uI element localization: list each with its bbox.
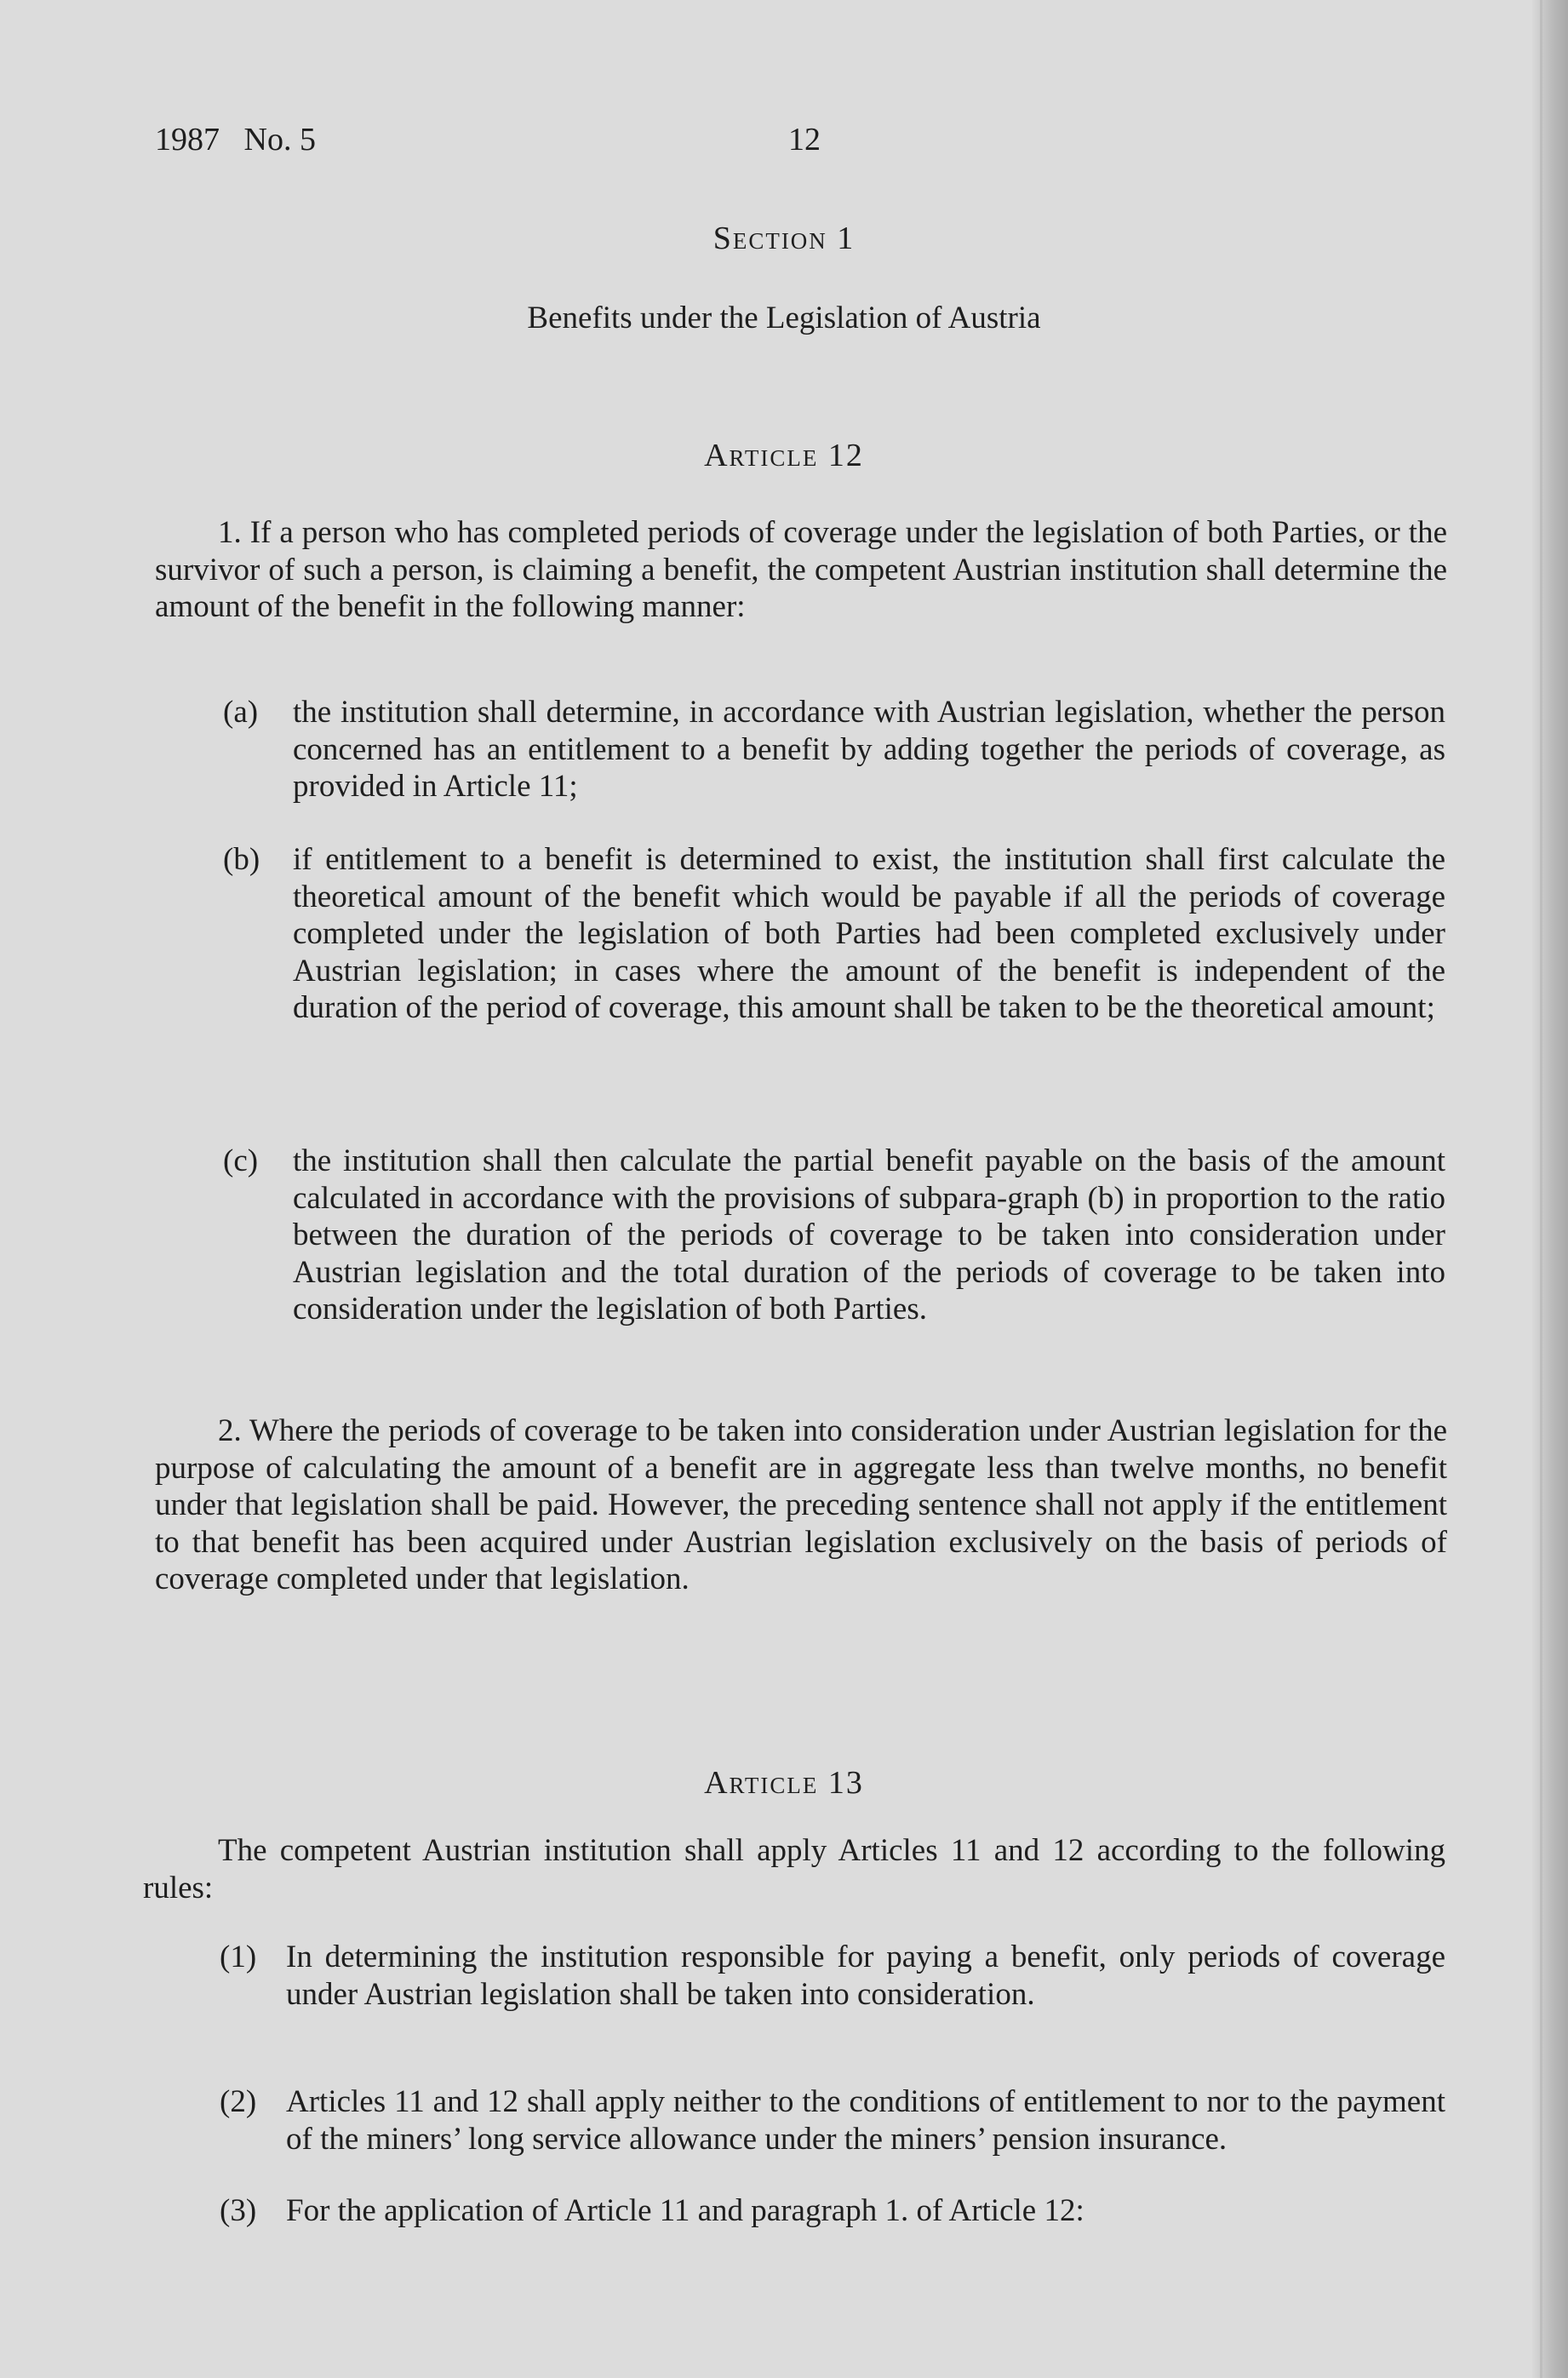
item-3-text: For the application of Article 11 and paragraph 1. of Article 12: (286, 2193, 1084, 2228)
item-2-label: (2) (220, 2084, 257, 2119)
item-a-text: the institution shall determine, in accordance with Austrian legislation, whether the person concerned has an entitlement to a benefit by adding together the periods of coverage, as provided in Article 11; (293, 695, 1445, 804)
page-edge-line (1540, 0, 1542, 2378)
article-12-paragraph-1: 1. If a person who has completed periods of coverage under the legislation of both Parties, or the survivor of such a person, is claiming a benefit, the competent Austrian institution shall determine the amount of the benefit in the following manner: (155, 515, 1447, 624)
item-3-label: (3) (220, 2193, 257, 2228)
section-subtitle: Benefits under the Legislation of Austria (527, 301, 1041, 335)
item-c-label: (c) (223, 1143, 259, 1178)
section-title: Section 1 (712, 221, 856, 256)
item-b-label: (b) (223, 842, 260, 877)
page-edge-shadow (1532, 0, 1568, 2378)
item-1-label: (1) (220, 1940, 257, 1974)
year-number: 1987 No. 5 (155, 122, 316, 158)
page-header (155, 121, 821, 158)
article-12-title: Article 12 (704, 438, 864, 473)
item-c-text: the institution shall then calculate the partial benefit payable on the basis of the amount calculated in accordance with the provisions of subpara-graph (b) in proportion to the ratio between the duration of the periods of coverage to be taken into consideration under Austrian legislation and the total duration of the periods of coverage to be taken into consideration under the legislation of both Parties. (293, 1143, 1445, 1327)
item-1-text: In determining the institution responsible for paying a benefit, only periods of coverage under Austrian legislation shall be taken into consideration. (286, 1940, 1445, 2012)
item-b-text: if entitlement to a benefit is determined to exist, the institution shall first calculate the theoretical amount of the benefit which would be payable if all the periods of coverage completed under the legislation of both Parties had been completed exclusively under Austrian legislation; in cases where the amount of the benefit is independent of the duration of the period of coverage, this amount shall be taken to be the theoretical amount; (293, 842, 1445, 1025)
article-13-title: Article 13 (704, 1765, 864, 1801)
item-2-text: Articles 11 and 12 shall apply neither to the conditions of entitlement to nor to the payment of the miners’ long service allowance under the miners’ pension insurance. (286, 2084, 1445, 2157)
page-number: 12 (788, 122, 821, 158)
article-13-intro: The competent Austrian institution shall apply Articles 11 and 12 according to the following rules: (143, 1833, 1445, 1905)
item-a-label: (a) (223, 695, 259, 730)
article-12-paragraph-2: 2. Where the periods of coverage to be taken into consideration under Austrian legislation for the purpose of calculating the amount of a benefit are in aggregate less than twelve months, no benefit under that legislation shall be paid. However, the preceding sentence shall not apply if the entitlement to that benefit has been acquired under Austrian legislation exclusively on the basis of periods of coverage completed under that legislation. (155, 1413, 1447, 1596)
